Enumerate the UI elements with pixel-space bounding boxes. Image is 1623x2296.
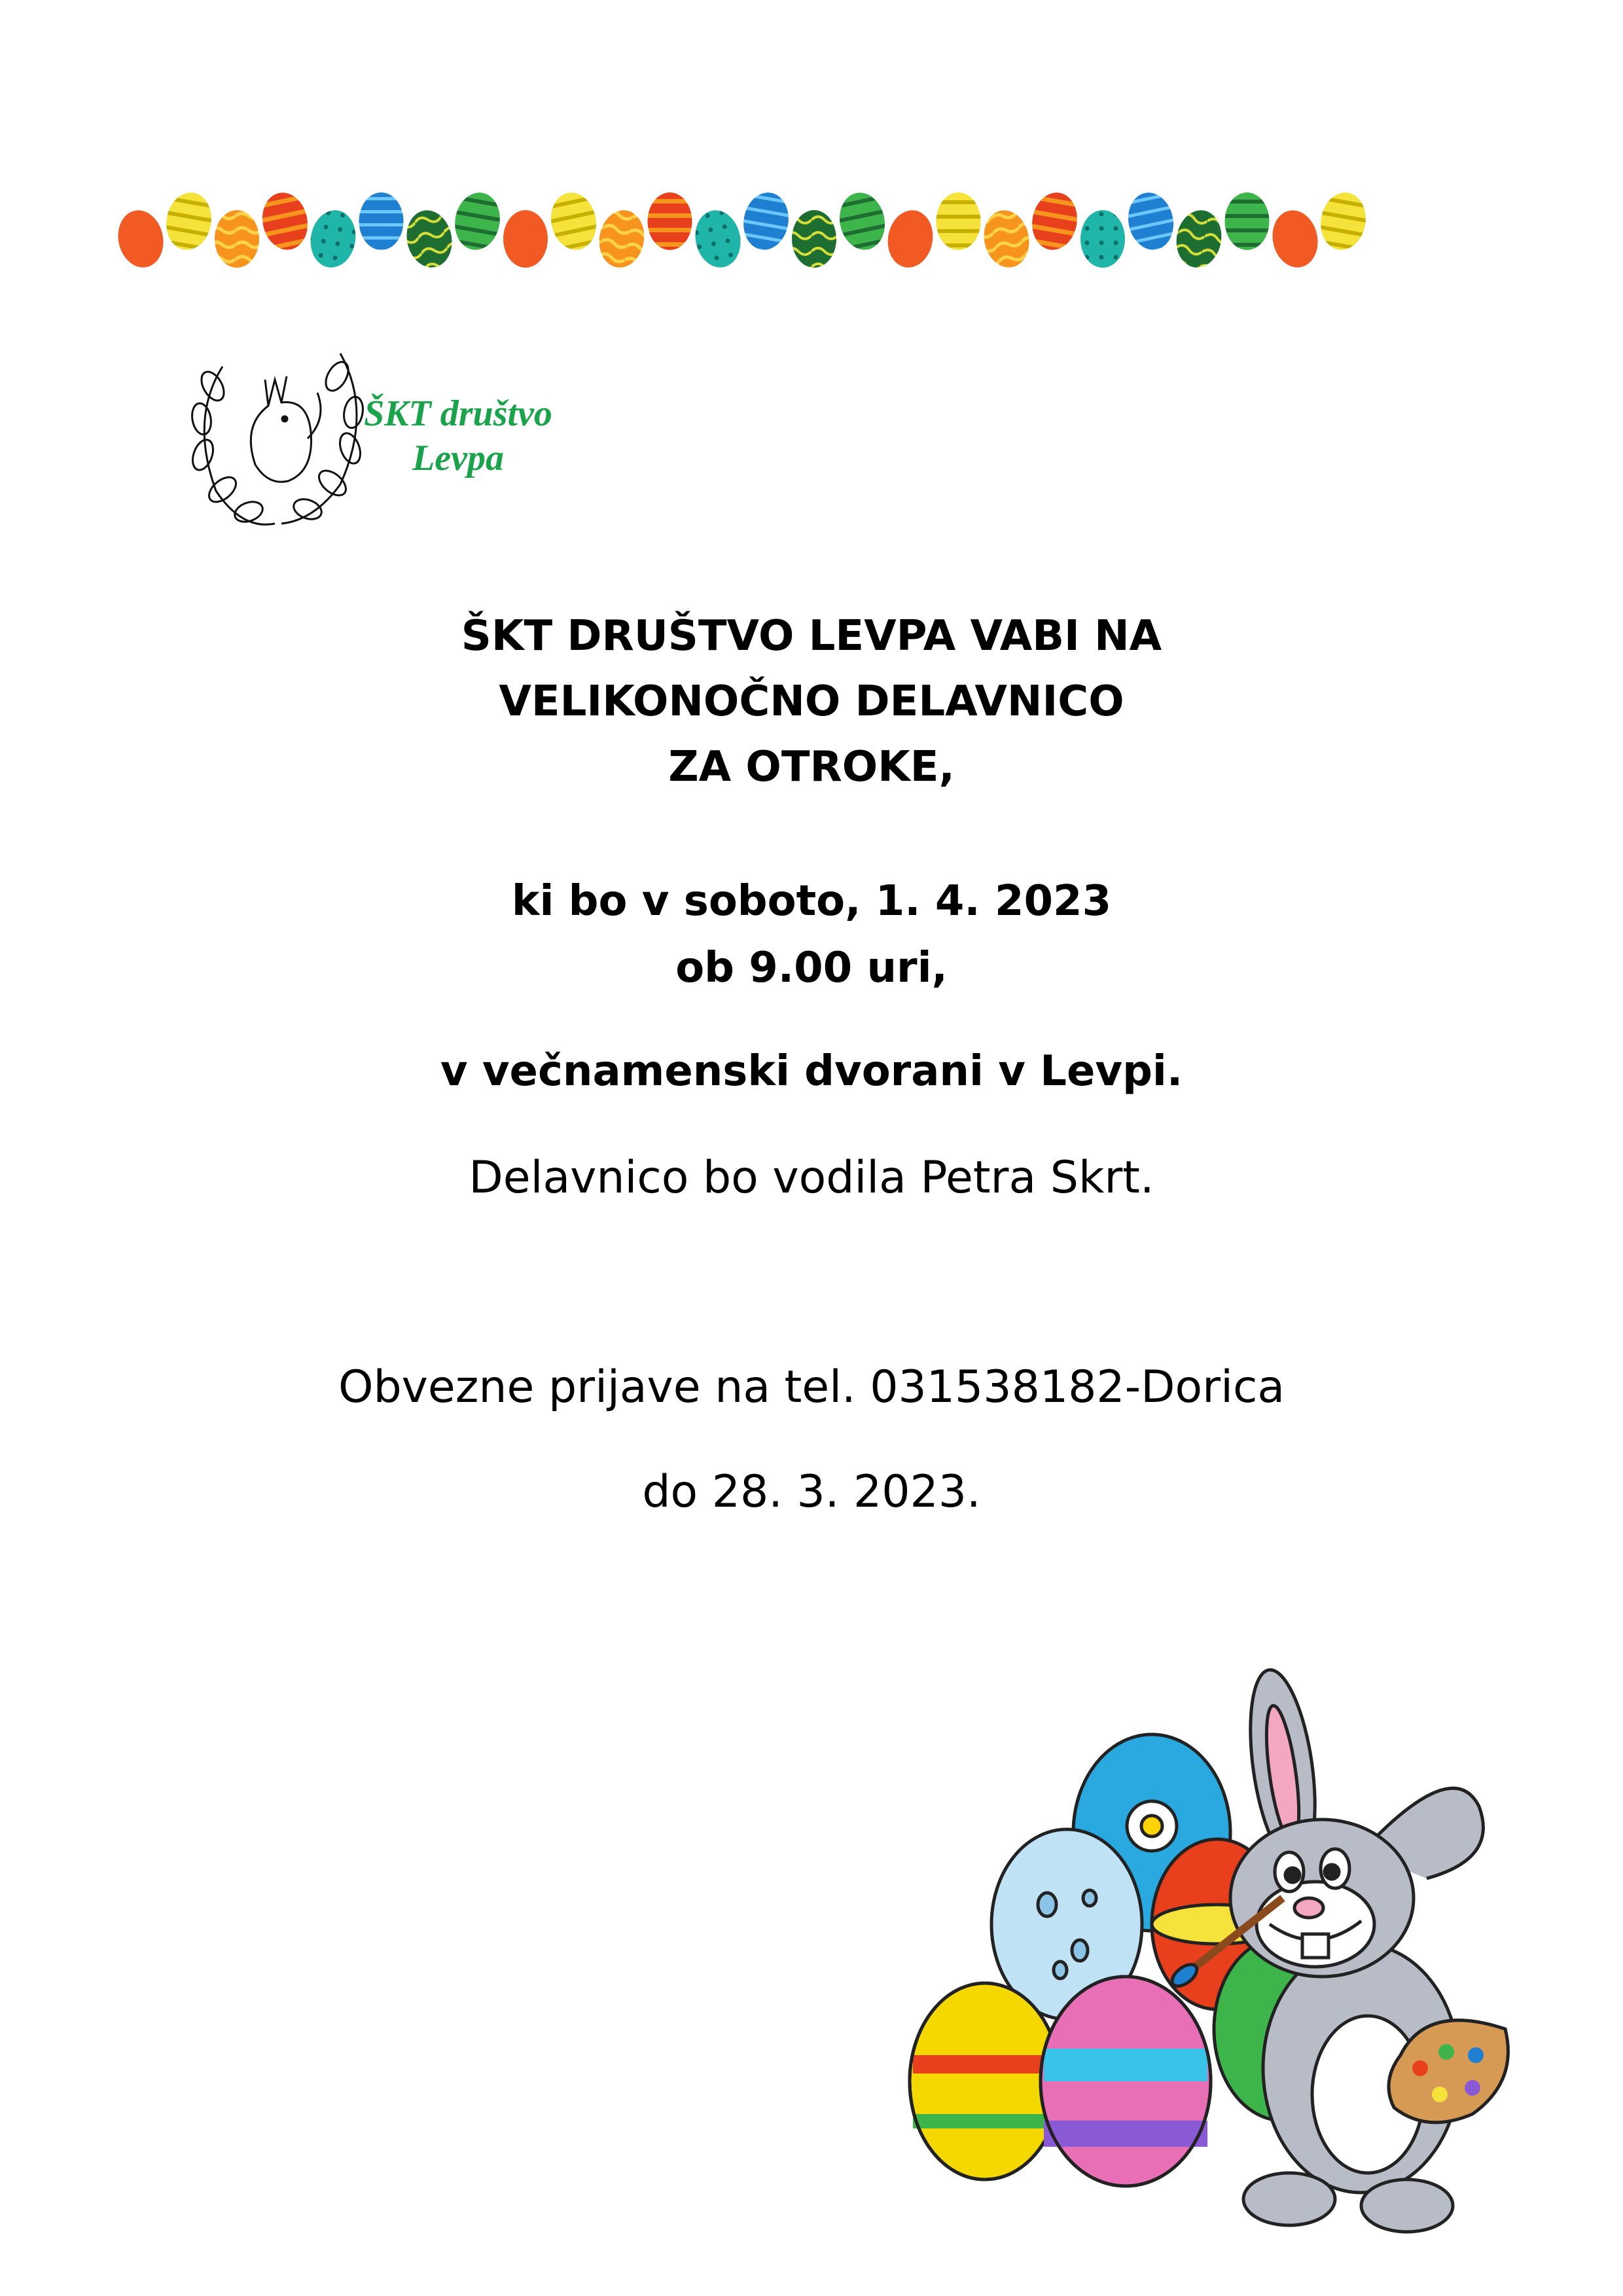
- easter-egg-icon: [1225, 192, 1270, 250]
- bunny-painting-eggs-icon: [864, 1662, 1518, 2251]
- easter-egg-icon: [402, 206, 457, 272]
- place-line: v večnamenski dvorani v Levpi.: [440, 1047, 1183, 1096]
- easter-egg-icon: [359, 192, 404, 250]
- easter-egg-icon: [792, 210, 836, 268]
- deadline-line: do 28. 3. 2023.: [642, 1466, 981, 1518]
- easter-egg-icon: [306, 207, 360, 271]
- easter-egg-icon: [113, 206, 169, 272]
- date-line: ki bo v soboto, 1. 4. 2023: [511, 877, 1112, 925]
- easter-egg-icon: [883, 207, 937, 271]
- leader-line: Delavnico bo vodila Petra Skrt.: [469, 1152, 1154, 1204]
- time-line: ob 9.00 uri,: [675, 944, 948, 992]
- org-name-line2: Levpa: [412, 438, 504, 478]
- easter-egg-icon: [595, 207, 649, 271]
- easter-egg-border: [0, 164, 1623, 308]
- easter-egg-icon: [648, 192, 692, 250]
- title-line-2: VELIKONOČNO DELAVNICO: [499, 677, 1124, 726]
- easter-egg-icon: [215, 210, 259, 268]
- easter-egg-icon: [162, 189, 215, 253]
- easter-egg-icon: [1316, 189, 1370, 253]
- title-line-1: ŠKT DRUŠTVO LEVPA VABI NA: [461, 612, 1162, 660]
- easter-egg-icon: [503, 210, 548, 268]
- easter-egg-icon: [546, 188, 601, 254]
- easter-egg-icon: [1027, 189, 1081, 253]
- easter-egg-icon: [834, 188, 890, 254]
- easter-egg-icon: [739, 189, 793, 253]
- org-name-line1: ŠKT društvo: [364, 393, 552, 434]
- easter-egg-icon: [979, 206, 1035, 272]
- easter-egg-icon: [450, 189, 504, 253]
- easter-egg-icon: [1123, 188, 1179, 254]
- easter-egg-icon: [1268, 206, 1323, 272]
- easter-egg-icon: [257, 188, 313, 254]
- easter-egg-icon: [690, 206, 746, 272]
- signup-line: Obvezne prijave na tel. 031538182-Dorica: [338, 1361, 1285, 1413]
- easter-egg-icon: [936, 192, 981, 250]
- easter-egg-icon: [1172, 207, 1226, 271]
- easter-egg-icon: [1080, 210, 1125, 268]
- title-line-3: ZA OTROKE,: [668, 743, 955, 791]
